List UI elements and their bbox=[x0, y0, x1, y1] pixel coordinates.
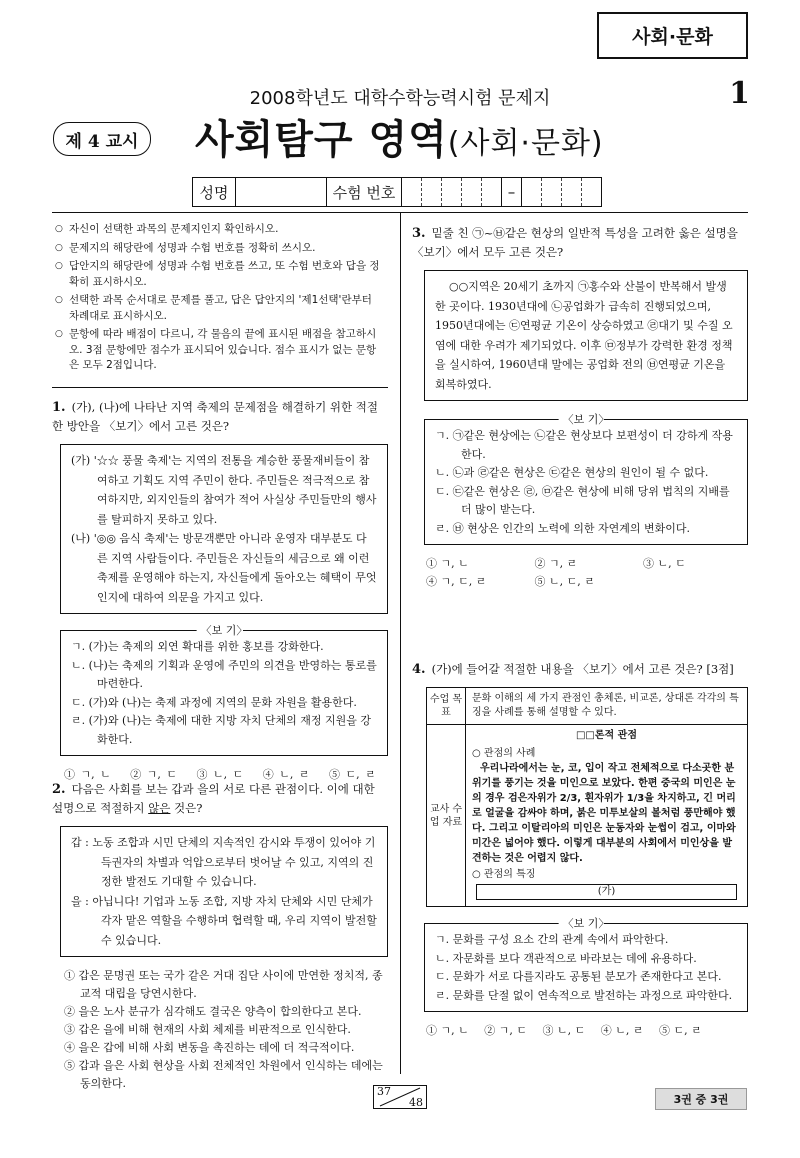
question-1-bogi bbox=[60, 624, 388, 756]
passage-ga: (가) '☆☆ 풍물 축제'는 지역의 전통을 계승한 풍물재비들이 참여하고 기획도 지역 주민이 한다. 주민들은 적극적으로 참여하지만, 외지인들의 참여가 적어 사실상 주민들만의 행사를 탈피하지 못하고 있다. bbox=[71, 454, 377, 526]
question-3-options bbox=[426, 555, 748, 591]
bogi-item: ㄱ. ㉠같은 현상에는 ㉡같은 현상보다 보편성이 더 강하게 작용한다. bbox=[435, 429, 733, 461]
lesson-goal-row bbox=[427, 688, 747, 725]
option[interactable]: ① 갑은 문명권 또는 국가 같은 거대 집단 사이에 만연한 정치적, 종교적 대립을 당연시한다. bbox=[64, 969, 383, 1000]
bogi-item: ㄷ. (가)와 (나)는 축제 과정에 지역의 문화 자원을 활용한다. bbox=[71, 695, 357, 709]
lesson-goal: 문화 이해의 세 가지 관점인 총체론, 비교론, 상대론 각각의 특징을 사례를 통해 설명할 수 있다. bbox=[472, 693, 739, 718]
question-1-passage bbox=[60, 444, 388, 614]
option[interactable]: ③ 갑은 을에 비해 현재의 사회 체제를 비판적으로 인식한다. bbox=[64, 1023, 351, 1036]
instructions bbox=[55, 222, 385, 377]
bogi-item: ㄴ. ㉡과 ㉣같은 현상은 ㉢같은 현상의 원인이 될 수 없다. bbox=[435, 466, 709, 479]
instruction-item: ○ 문제지의 해당란에 성명과 수험 번호를 정확히 쓰시오. bbox=[55, 241, 385, 257]
exam-number-digit[interactable] bbox=[482, 178, 502, 206]
exam-number-digit[interactable] bbox=[462, 178, 482, 206]
question-1-stem: 1. (가), (나)에 나타난 지역 축제의 문제점을 해결하기 위한 적절한 방안을 〈보기〉에서 고른 것은? bbox=[52, 400, 378, 433]
lesson-material-label: 교사 수업 자료 bbox=[427, 725, 466, 906]
question-2-options bbox=[64, 967, 388, 1093]
column-divider bbox=[400, 212, 401, 1074]
period-badge: 제 4 교시 bbox=[53, 122, 151, 156]
exam-number-digit[interactable] bbox=[402, 178, 422, 206]
option[interactable]: ③ ㄴ, ㄷ bbox=[196, 768, 244, 781]
lesson-material bbox=[466, 725, 747, 906]
lesson-plan bbox=[426, 687, 748, 907]
exam-number-digit[interactable] bbox=[562, 178, 582, 206]
instruction-item: ○ 문항에 따라 배점이 다르니, 각 물음의 끝에 표시된 배점을 참고하시오. 3점 문항에만 점수가 표시되어 있습니다. 점수 표시가 없는 문항은 모두 2점입니다. bbox=[55, 327, 385, 374]
case-text: 우리나라에서는 눈, 코, 입이 작고 전체적으로 다소곳한 분위기를 풍기는 것을 미인으로 보았다. 한편 중국의 미인은 눈의 경우 검은자위가 2/3, 흰자위가 1/3을 차지하고, 긴 머리로 얼굴을 감싸야 하며, 붉은 미투보살의 볼처럼 풍만해야 했다. 그리고 이탈리아의 미인은 눈동자와 눈썹이 검고, 이마와 미간은 넓어야 했다. 이렇게 대부분의 사회에서 미인상을 발견하는 것은 어렵지 않다. bbox=[472, 763, 736, 864]
bogi-item: ㄷ. ㉢같은 현상은 ㉣, ㉤같은 현상에 비해 당위 법칙의 지배를 더 많이 받는다. bbox=[435, 484, 730, 516]
instruction-item: ○ 선택한 과목 순서대로 문제를 풀고, 답은 답안지의 '제1선택'란부터 차례대로 표시하시오. bbox=[55, 293, 385, 324]
exam-number-digit[interactable] bbox=[522, 178, 542, 206]
option[interactable]: ① ㄱ, ㄴ bbox=[426, 1024, 469, 1037]
name-label: 성명 bbox=[193, 178, 236, 206]
passage-na: (나) '◎◎ 음식 축제'는 방문객뿐만 아니라 운영자 대부분도 다른 지역 사람들이다. 주민들은 자신들의 세금으로 왜 이런 축제를 운영해야 하는지, 자신들에게 돌아오는 혜택이 무엇인지에 대하여 의문을 가지고 있다. bbox=[71, 532, 377, 604]
bogi-label: 〈보 기〉 bbox=[559, 411, 614, 427]
option[interactable]: ② ㄱ, ㄷ bbox=[130, 768, 177, 781]
question-4-stem: 4. (가)에 들어갈 적절한 내용을 〈보기〉에서 고른 것은? [3점] bbox=[412, 662, 734, 677]
page-number: 1 bbox=[729, 76, 750, 111]
option[interactable]: ⑤ ㄷ, ㄹ bbox=[659, 1024, 702, 1037]
exam-number-digit[interactable] bbox=[442, 178, 462, 206]
option[interactable]: ⑤ ㄴ, ㄷ, ㄹ bbox=[534, 575, 595, 588]
bogi-item: ㄱ. 문화를 구성 요소 간의 관계 속에서 파악한다. bbox=[435, 933, 669, 946]
question-3-stem: 3. 밑줄 친 ㉠~㉥같은 현상의 일반적 특성을 고려한 옳은 설명을 〈보기〉에서 모두 고른 것은? bbox=[412, 226, 738, 259]
name-field[interactable] bbox=[236, 178, 327, 206]
question-4-bogi bbox=[424, 917, 748, 1012]
feature-label: ○ 관점의 특징 bbox=[472, 869, 536, 880]
question-2 bbox=[52, 780, 388, 1093]
option[interactable]: ③ ㄴ, ㄷ bbox=[542, 1024, 586, 1037]
exam-number-dash: – bbox=[502, 178, 522, 206]
option[interactable]: ④ 을은 갑에 비해 사회 변동을 촉진하는 데에 더 적극적이다. bbox=[64, 1041, 355, 1054]
exam-number-label: 수험 번호 bbox=[327, 178, 402, 206]
page-total: 48 bbox=[409, 1096, 423, 1109]
material-title: □□론적 관점 bbox=[575, 730, 638, 741]
passage-eul: 을 : 아닙니다! 기업과 노동 조합, 지방 자치 단체와 시민 단체가 각자 맡은 역할을 수행하며 협력할 때, 우리 지역이 발전할 수 있습니다. bbox=[71, 894, 377, 947]
booklet-indicator: 3권 중 3권 bbox=[655, 1088, 747, 1110]
question-4-options bbox=[426, 1022, 748, 1040]
lesson-goal-label: 수업 목표 bbox=[427, 688, 466, 724]
bogi-item: ㄴ. (나)는 축제의 기획과 운영에 주민의 의견을 반영하는 통로를 마련한다. bbox=[71, 658, 377, 690]
option[interactable]: ① ㄱ, ㄴ bbox=[426, 557, 469, 570]
question-2-passage bbox=[60, 826, 388, 957]
exam-number-digit[interactable] bbox=[422, 178, 442, 206]
name-number-row bbox=[192, 177, 602, 207]
question-3-bogi bbox=[424, 413, 748, 545]
bogi-item: ㄹ. 문화를 단절 없이 연속적으로 발전하는 과정으로 파악한다. bbox=[435, 988, 733, 1002]
option[interactable]: ④ ㄴ, ㄹ bbox=[600, 1024, 644, 1037]
bogi-label: 〈보 기〉 bbox=[197, 622, 252, 638]
blank-ga: (가) bbox=[476, 884, 737, 900]
lesson-material-row bbox=[427, 725, 747, 906]
passage-gap: 갑 : 노동 조합과 시민 단체의 지속적인 감시와 투쟁이 있어야 기득권자의 차별과 억압으로부터 벗어날 수 있고, 지역의 진정한 발전도 기대할 수 있습니다. bbox=[71, 836, 376, 888]
question-2-stem: 2. 다음은 사회를 보는 갑과 을의 서로 다른 관점이다. 이에 대한 설명으로 적절하지 않은 것은? bbox=[52, 782, 375, 815]
option[interactable]: ② ㄱ, ㄷ bbox=[484, 1024, 527, 1037]
question-3 bbox=[412, 224, 748, 591]
area-title bbox=[195, 108, 604, 165]
case-label: ○ 관점의 사례 bbox=[472, 748, 536, 759]
question-4 bbox=[412, 660, 748, 1040]
instructions-rule bbox=[52, 387, 388, 388]
exam-number-digit[interactable] bbox=[542, 178, 562, 206]
option[interactable]: ④ ㄱ, ㄷ, ㄹ bbox=[426, 575, 487, 588]
instruction-item: ○ 자신이 선택한 과목의 문제지인지 확인하시오. bbox=[55, 222, 385, 238]
bogi-item: ㄴ. 자문화를 보다 객관적으로 바라보는 데에 유용하다. bbox=[435, 951, 697, 965]
page-indicator bbox=[373, 1085, 427, 1109]
option[interactable]: ② ㄱ, ㄹ bbox=[534, 557, 578, 570]
option[interactable]: ① ㄱ, ㄴ bbox=[64, 768, 111, 781]
bogi-item: ㄹ. (가)와 (나)는 축제에 대한 지방 자치 단체의 재정 지원을 강화한다. bbox=[71, 714, 372, 746]
subject-box: 사회·문화 bbox=[597, 12, 748, 59]
bogi-item: ㄹ. ㉥ 현상은 인간의 노력에 의한 자연계의 변화이다. bbox=[435, 521, 690, 535]
bogi-label: 〈보 기〉 bbox=[559, 915, 614, 931]
option[interactable]: ⑤ 갑과 을은 사회 현상을 사회 전체적인 차원에서 인식하는 데에는 동의한다. bbox=[64, 1059, 383, 1090]
option[interactable]: ③ ㄴ, ㄷ bbox=[643, 557, 686, 570]
question-1 bbox=[52, 398, 388, 784]
bogi-item: ㄷ. 문화가 서로 다를지라도 공통된 분모가 존재한다고 본다. bbox=[435, 970, 722, 983]
question-3-passage: ○○지역은 20세기 초까지 ㉠홍수와 산불이 반복해서 발생한 곳이다. 1930년대에 ㉡공업화가 급속히 진행되었으며, 1950년대에는 ㉢연평균 기온이 상승하였고 ㉣대기 및 수질 오염에 대한 우려가 제기되었다. 이후 ㉤정부가 강력한 환경 정책을 실시하여, 1960년대 말에는 공업화 전의 ㉥연평균 기온을 회복하였다. bbox=[424, 270, 748, 401]
page-current: 37 bbox=[377, 1085, 391, 1098]
option[interactable]: ② 을은 노사 분규가 심각해도 결국은 양측이 합의한다고 본다. bbox=[64, 1005, 362, 1018]
exam-title: 2008학년도 대학수학능력시험 문제지 bbox=[249, 88, 551, 109]
option[interactable]: ④ ㄴ, ㄹ bbox=[262, 768, 310, 781]
bogi-item: ㄱ. (가)는 축제의 외연 확대를 위한 홍보를 강화한다. bbox=[71, 640, 324, 653]
instruction-item: ○ 답안지의 해당란에 성명과 수험 번호를 쓰고, 또 수험 번호와 답을 정확히 표시하시오. bbox=[55, 259, 385, 290]
area-title-main: 사회탐구 영역 bbox=[195, 117, 448, 163]
exam-number-digit[interactable] bbox=[582, 178, 601, 206]
option[interactable]: ⑤ ㄷ, ㄹ bbox=[329, 768, 376, 781]
area-title-sub: (사회·문화) bbox=[447, 126, 604, 161]
